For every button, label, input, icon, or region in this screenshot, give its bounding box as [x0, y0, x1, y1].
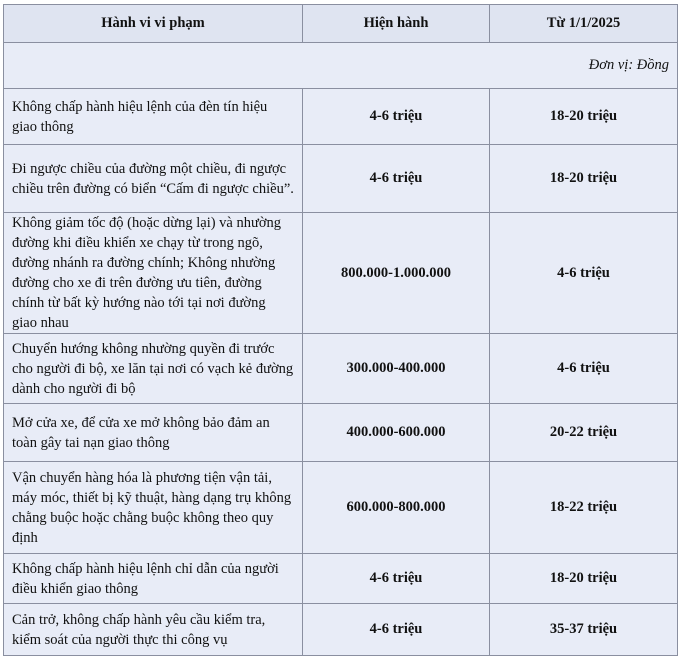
current-fine-cell: 800.000-1.000.000 — [303, 213, 490, 334]
current-fine-cell: 400.000-600.000 — [303, 404, 490, 462]
table-row — [4, 145, 678, 213]
current-fine-cell: 600.000-800.000 — [303, 462, 490, 554]
table-row — [4, 89, 678, 145]
table-row — [4, 554, 678, 604]
new-fine-cell: 35-37 triệu — [490, 604, 678, 656]
violation-cell: Không chấp hành hiệu lệnh của đèn tín hiệu giao thông — [4, 89, 303, 145]
violation-cell: Mở cửa xe, để cửa xe mở không bảo đảm an toàn gây tai nạn giao thông — [4, 404, 303, 462]
violation-cell: Cản trở, không chấp hành yêu cầu kiểm tra, kiểm soát của người thực thi công vụ — [4, 604, 303, 656]
current-fine-cell: 4-6 triệu — [303, 89, 490, 145]
header-current: Hiện hành — [303, 5, 490, 43]
table-row — [4, 213, 678, 334]
table-row — [4, 462, 678, 554]
violation-cell: Không giảm tốc độ (hoặc dừng lại) và nhường đường khi điều khiển xe chạy từ trong ngõ, đường nhánh ra đường chính; Không nhường đường cho xe đi trên đường ưu tiên, đường chính từ bất kỳ hướng nào tới tại nơi đường giao nhau — [4, 213, 303, 334]
current-fine-cell: 4-6 triệu — [303, 554, 490, 604]
header-violation: Hành vi vi phạm — [4, 5, 303, 43]
table-row — [4, 404, 678, 462]
new-fine-cell: 4-6 triệu — [490, 334, 678, 404]
unit-row — [4, 43, 678, 89]
new-fine-cell: 18-20 triệu — [490, 145, 678, 213]
current-fine-cell: 4-6 triệu — [303, 145, 490, 213]
new-fine-cell: 18-20 triệu — [490, 89, 678, 145]
fines-table — [3, 4, 678, 656]
violation-cell: Vận chuyển hàng hóa là phương tiện vận tải, máy móc, thiết bị kỹ thuật, hàng dạng trụ không chằng buộc hoặc chằng buộc không theo quy định — [4, 462, 303, 554]
new-fine-cell: 4-6 triệu — [490, 213, 678, 334]
header-from-2025: Từ 1/1/2025 — [490, 5, 678, 43]
new-fine-cell: 18-22 triệu — [490, 462, 678, 554]
new-fine-cell: 20-22 triệu — [490, 404, 678, 462]
new-fine-cell: 18-20 triệu — [490, 554, 678, 604]
header-row — [4, 5, 678, 43]
violation-cell: Chuyển hướng không nhường quyền đi trước cho người đi bộ, xe lăn tại nơi có vạch kẻ đường dành cho người đi bộ — [4, 334, 303, 404]
table-row — [4, 334, 678, 404]
violation-cell: Đi ngược chiều của đường một chiều, đi ngược chiều trên đường có biển “Cấm đi ngược chiều”. — [4, 145, 303, 213]
current-fine-cell: 300.000-400.000 — [303, 334, 490, 404]
current-fine-cell: 4-6 triệu — [303, 604, 490, 656]
table-row — [4, 604, 678, 656]
violation-cell: Không chấp hành hiệu lệnh chỉ dẫn của người điều khiển giao thông — [4, 554, 303, 604]
unit-note: Đơn vị: Đồng — [4, 43, 678, 89]
